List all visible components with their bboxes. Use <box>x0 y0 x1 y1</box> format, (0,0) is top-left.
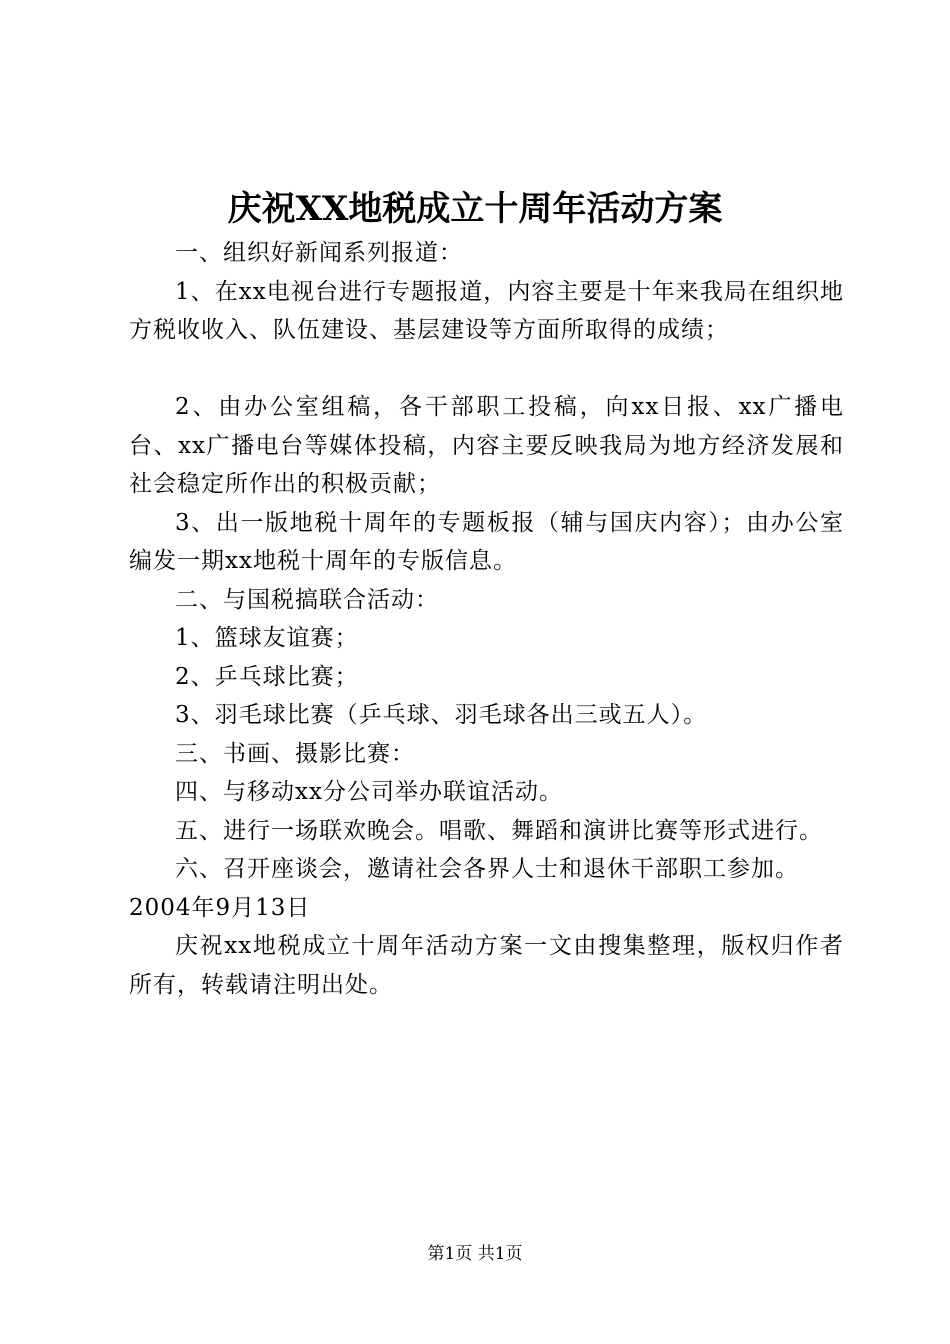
page-footer: 第1页 共1页 <box>427 1244 523 1264</box>
paragraph-item-2-3: 3、羽毛球比赛（乒乓球、羽毛球各出三或五人）。 <box>175 702 708 728</box>
document-title: 庆祝XX地税成立十周年活动方案 <box>227 189 723 229</box>
copyright-notice: 庆祝xx地税成立十周年活动方案一文由搜集整理，版权归作者所有，转载请注明出处。 <box>129 933 844 998</box>
paragraph-section-6-heading: 六、召开座谈会，邀请社会各界人士和退休干部职工参加。 <box>175 856 799 882</box>
paragraph-section-3-heading: 三、书画、摄影比赛： <box>175 740 415 767</box>
paragraph-section-2-heading: 二、与国税搞联合活动： <box>175 586 439 613</box>
paragraph-item-1-3: 3、出一版地税十周年的专题板报（辅与国庆内容）；由办公室编发一期xx地税十周年的专版信息。 <box>129 509 844 574</box>
paragraph-item-1-1: 1、在xx电视台进行专题报道，内容主要是十年来我局在组织地方税收收入、队伍建设、基层建设等方面所取得的成绩； <box>129 278 844 343</box>
paragraph-item-2-1: 1、篮球友谊赛； <box>175 625 359 651</box>
document-date: 2004年9月13日 <box>129 894 311 921</box>
blank-line <box>129 350 844 389</box>
paragraph-item-1-2: 2、由办公室组稿，各干部职工投稿，向xx日报、xx广播电台、xx广播电台等媒体投稿，内容主要反映我局为地方经济发展和社会稳定所作出的积极贡献； <box>129 394 844 497</box>
document-body <box>129 234 844 1004</box>
paragraph-section-1-heading: 一、组织好新闻系列报道： <box>175 240 463 266</box>
paragraph-section-4-heading: 四、与移动xx分公司举办联谊活动。 <box>175 779 563 805</box>
paragraph-section-5-heading: 五、进行一场联欢晚会。唱歌、舞蹈和演讲比赛等形式进行。 <box>175 817 823 844</box>
paragraph-item-2-2: 2、乒乓球比赛； <box>175 663 359 690</box>
